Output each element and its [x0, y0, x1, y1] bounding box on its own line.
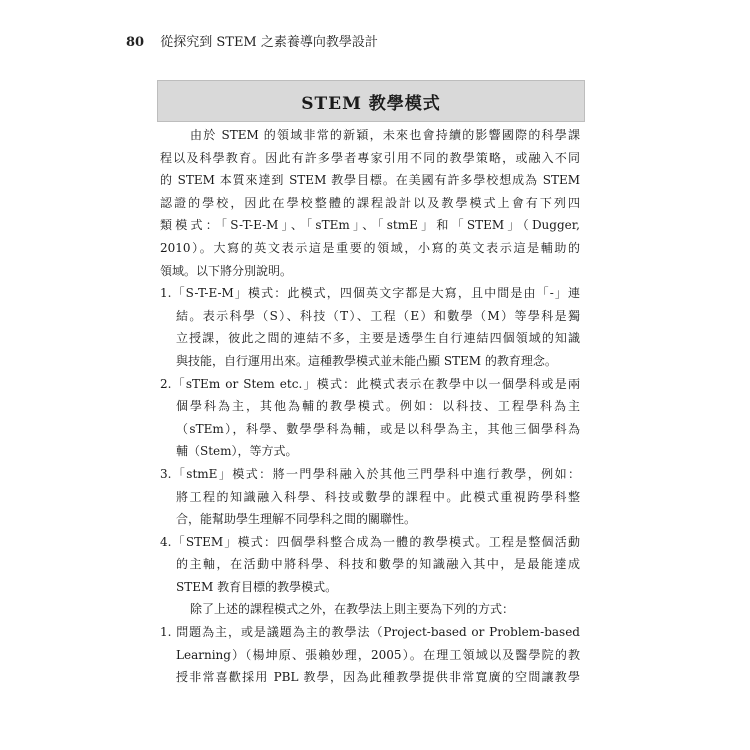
text-line: 授非常喜歡採用 PBL 教學，因為此種教學提供非常寬廣的空間讓教學	[176, 670, 580, 685]
method-list	[160, 621, 580, 689]
list-item	[160, 373, 580, 463]
list-item	[160, 282, 580, 372]
list-item	[160, 531, 580, 599]
text-line: 的 STEM 本質來達到 STEM 教學目標。在美國有許多學校想成為 STEM	[160, 173, 580, 188]
text-line: 合，能幫助學生理解不同學科之間的關聯性。	[176, 512, 417, 527]
text-line: 領域。以下將分別說明。	[160, 263, 293, 278]
text-line: 由於 STEM 的領域非常的新穎，未來也會持續的影響國際的科學課	[190, 128, 580, 142]
text-line: Learning）（楊坤原、張賴妙理，2005）。在理工領域以及醫學院的教	[176, 647, 580, 662]
body-text	[160, 124, 580, 689]
text-line: 類模式：「S-T-E-M」、「sTEm」、「stmE」和「STEM」（Dugger,	[160, 218, 580, 233]
text-line: 2010）。大寫的英文表示這是重要的領域，小寫的英文表示這是輔助的	[160, 240, 580, 255]
book-title: 從探究到 STEM 之素養導向教學設計	[160, 35, 378, 50]
section-title-box	[157, 80, 585, 122]
text-line: 3.「stmE」模式：將一門學科融入於其他三門學科中進行教學，例如：	[160, 466, 580, 481]
text-line: 的主軸，在活動中將科學、科技和數學的知識融入其中，是最能達成	[176, 557, 580, 572]
text-line: 輔（Stem），等方式。	[176, 444, 298, 459]
text-line: 2.「sTEm or Stem etc.」模式：此模式表示在教學中以一個學科或是兩	[160, 376, 580, 391]
text-line: 結。表示科學（S）、科技（T）、工程（E）和數學（M）等學科是獨	[176, 308, 580, 323]
list-item	[160, 463, 580, 531]
text-line: 個學科為主，其他為輔的教學模式。例如：以科技、工程學科為主	[176, 399, 580, 414]
running-header	[126, 31, 378, 50]
paragraph: 除了上述的課程模式之外，在教學法上則主要為下列的方式：	[190, 602, 515, 617]
text-line: 4.「STEM」模式：四個學科整合成為一體的教學模式。工程是整個活動	[160, 534, 580, 549]
text-line: 1. 問題為主，或是議題為主的教學法（Project-based or Problem-based	[160, 625, 580, 640]
text-line: 認證的學校，因此在學校整體的課程設計以及教學模式上會有下列四	[160, 195, 580, 210]
page-number: 80	[126, 35, 145, 50]
text-line: 立授課，彼此之間的連結不多，主要是透學生自行連結四個領域的知識	[176, 331, 580, 346]
text-line: 程以及科學教育。因此有許多學者專家引用不同的教學策略，或融入不同	[160, 150, 580, 165]
text-line: 將工程的知識融入科學、科技或數學的課程中。此模式重視跨學科整	[176, 489, 580, 504]
text-line: 1.「S-T-E-M」模式：此模式，四個英文字都是大寫，且中間是由「-」連	[160, 286, 580, 301]
text-line: （sTEm），科學、數學學科為輔，或是以科學為主，其他三個學科為	[176, 421, 580, 436]
section-title: STEM 教學模式	[301, 93, 441, 114]
text-line: 與技能，自行運用出來。這種教學模式並未能凸顯 STEM 的教育理念。	[176, 353, 557, 368]
intro-paragraph	[160, 124, 580, 282]
text-line: STEM 教育目標的教學模式。	[176, 579, 338, 594]
